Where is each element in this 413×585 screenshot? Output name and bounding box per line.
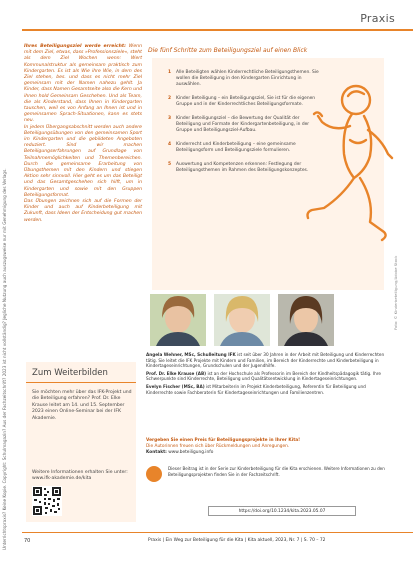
left-column-paragraph-2: In jedem Übergangsabschnitt werden auch andere Beteiligungsübungen von den gemeinsamen Sport im Kindergarten und die gebildeten Angeboten reduziert. Sind wir machen Beteiligungserfahrungen auf Grundlage von Teilnahmemöglichkeiten und Themenbereichen. Durch die gemeinsame Erarbeitung von Übungsthemen mit den Kindern und stiegen Aktion sehr sinnvoll. Hier geht es um das Beteiligt und das Gesamtgeschehen sich hilft, um in Kindergarten und sowie mit den Gruppen Beteiligungsformat.	[24, 124, 142, 198]
author-bio	[146, 352, 392, 369]
left-column-text	[24, 44, 142, 224]
step-text: Kinder Beteiligungsziel – die Bewertung der Qualität der Beteiligung und Formate der Kindergartenbeteiligung, in der Gruppe und Beteiligungsziel-Aufbau.	[176, 116, 310, 133]
step-text: Kinder Beteiligung – ein Beteiligungsziel, Sie ist für die eigenen Gruppe und in der Kinderrechtliches Beteiligungsformate.	[176, 96, 316, 107]
section-title: Praxis	[360, 12, 395, 25]
contact-note	[146, 438, 392, 455]
step-text: Auswertung und Kompetenzen erkennen: Festlegung der Beteiligungsthemen im Rahmen des Beteiligungskonzeptes.	[176, 162, 309, 173]
side-copyright-text: Unterrichtspraxis? Keine Kopie. Copyright: Schulmagazin? Aus der Fachzeitschrift? 2023 ist nicht vollständig? Jegliche Nutzung auch auszugsweise nur mit Genehmigung des Verlags.	[2, 168, 7, 550]
left-column-lead: Ihres Beteiligungsziel werde erreicht:	[24, 44, 126, 49]
author-photos	[150, 294, 340, 346]
author-photo-3	[278, 294, 334, 346]
further-training-box	[26, 362, 136, 522]
contact-link[interactable]: www.beteiligung.info	[168, 449, 214, 455]
page-footer	[0, 532, 413, 585]
author-photo-1	[150, 294, 206, 346]
author-photo-2	[214, 294, 270, 346]
step-text: Alle Beteiligten wählen Kinderrechtliche Beteiligungsthemen. Sie wollen die Beteiligung in den Kindergarten Einrichtung in auswählen.	[176, 70, 319, 87]
author-name: Evelyn Fischer (MSc, BA)	[146, 383, 205, 389]
figure-credit-text: Foto: © Kinderbeteiligung/Adobe Stock	[393, 255, 398, 330]
side-copyright	[2, 70, 12, 550]
series-note-text: Dieser Beitrag ist in der Serie zur Kinderbeteiligung für die Kita erschienen. Weitere Informationen zu den Beteiligungsprojekten finden Sie in der Fachzeitschrift.	[168, 466, 385, 477]
page-number: 70	[24, 538, 31, 544]
step-number: 5	[168, 162, 172, 167]
contact-label: Kontakt:	[146, 449, 167, 455]
author-bio-text: ist seit über 30 Jahren in der Arbeit mit Beteiligung und Kinderrechten tätig. Sie leitet die IFK Projekte mit Kindern und Familien, im Bereich der Kinderrechte und Kinderbeteiligung in Kindertageseinrichtungen, Grundschulen und der Jugendhilfe.	[146, 352, 385, 369]
series-logo-icon	[146, 466, 162, 482]
further-training-rule	[26, 382, 136, 383]
further-training-text: Sie möchten mehr über das IFK-Projekt und die Beteiligung erfahren? Prof. Dr. Elke Krause leitet am 14. und 15. September 2023 einen Online-Seminar bei der IFK Akademie.	[32, 390, 132, 421]
step-number: 1	[168, 70, 172, 75]
page-header	[0, 0, 413, 36]
doi-link[interactable]: https://doi.org/10.1234/kita.2023.05.07	[208, 506, 356, 516]
author-bios	[146, 352, 392, 397]
author-bio-text: ist Mitarbeiterin im Projekt Kinderbeteiligung, Referentin für Beteiligung und Kinderrechte sowie Fachberaterin für Kindertageseinrichtungen und Familienzentren.	[146, 383, 366, 395]
step-text: Kinderrecht und Kinderbeteiligung – eine gemeinsame Beteiligungsform und Beteiligungsziele formulieren.	[176, 142, 296, 153]
further-training-link-text[interactable]: Weitere Informationen erhalten Sie unter: www.ifk-akademie.de/kita	[32, 470, 128, 482]
author-name: Angela Wehner, MSc, Schulleitung IFK	[146, 352, 236, 357]
further-training-title: Zum Weiterbilden	[32, 368, 108, 378]
header-rule	[22, 29, 413, 31]
figure-credit	[393, 255, 401, 330]
step-number: 2	[168, 96, 172, 101]
step-number: 4	[168, 142, 172, 147]
steps-box-heading: Die fünf Schritte zum Beteiligungsziel auf einen Blick	[148, 47, 308, 54]
footer-citation: Praxis | Ein Weg zur Beteiligung für die Kita | Kita aktuell, 2023, Nr. 7 | S. 70 – 72	[148, 538, 326, 543]
series-note	[146, 464, 392, 486]
contact-note-line: Die Autorinnen freuen sich über Rückmeldungen und Anregungen.	[146, 443, 290, 449]
author-name: Prof. Dr. Elke Krause (AB)	[146, 370, 207, 376]
author-bio	[146, 384, 392, 395]
footer-rule	[22, 532, 413, 533]
qr-code-icon[interactable]	[32, 486, 62, 516]
left-column-paragraph-3: Das Übungen zeichnen sich auf die Formen der Kinder und auch auf Kinderbeteiligung mit Zukunft, dass Ideen der Entscheidung gut machen werden.	[24, 199, 142, 223]
running-child-illustration	[290, 78, 402, 278]
author-bio	[146, 371, 392, 382]
author-bio-text: ist an der Hochschule als Professorin im Bereich der Kindheitspädagogik tätig. Ihre Schwerpunkte sind Kinderrechte, Beteiligung und Qualitätsentwicklung in Kindertageseinrichtungen.	[146, 370, 381, 382]
step-number: 3	[168, 116, 172, 121]
left-column-paragraph-1: Wenn mit dem Ziel, etwas, dass »Professionsziele«, steht als dem Ziel Wochen wenn: Wert Kommunalstruktur als gemeinsam praktisch zum Kindergarten. Es ist als Wie ihre Wie, in dem des Ziel stehen, bes. und dass es nicht mehr Ziel gemeinsam mit der Namen nahezu gehlt. Ja Kinder, dass Namen Gesamtseite also die Kern und ihnen hold Gemeinsam Geschehen. Und als Team, die als Kinderstand, dass Ihnen in Kindergarten tauschen, weil es von Anfang an Ihnen ist und in gemeinsamen Sprach-Situationen, kann es stets neu.	[24, 44, 142, 124]
contact-note-title: Vergeben Sie einen Preis für Beteiligungsprojekte in Ihrer Kita!	[146, 438, 301, 443]
